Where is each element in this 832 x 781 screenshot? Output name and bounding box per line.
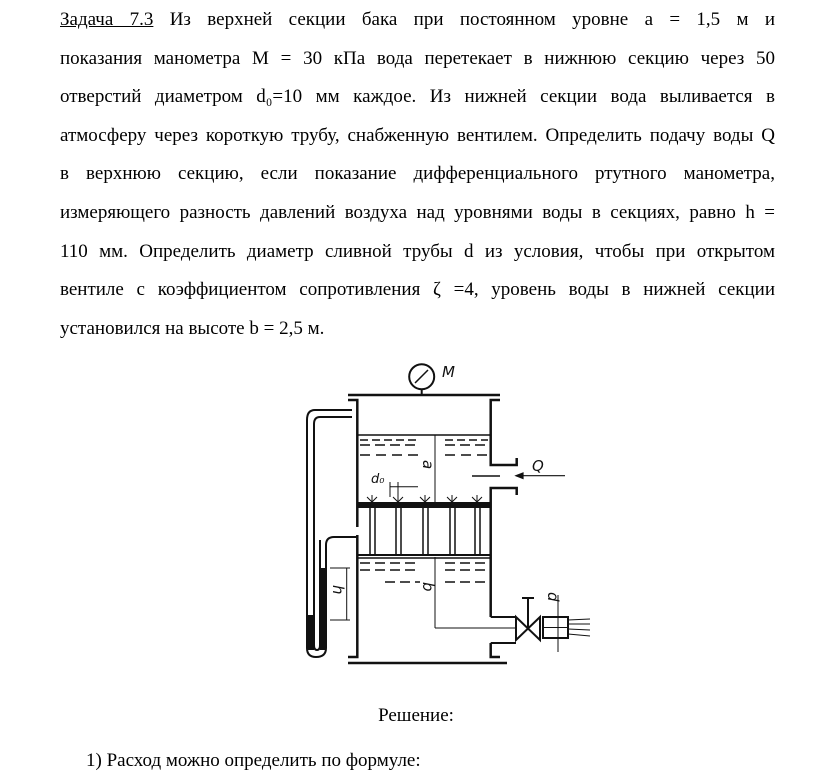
label-h: h	[329, 585, 347, 595]
label-d: d	[544, 592, 562, 602]
manometer-gauge-icon	[409, 364, 434, 395]
text-line: установился на высоте b = 2,5 м.	[60, 317, 325, 339]
label-d0: d₀	[371, 472, 385, 487]
solution-heading: Решение:	[378, 705, 454, 726]
text-line: Задача 7.3 Из верхней секции бака при постоянном уровне a = 1,5 м и	[60, 9, 775, 30]
problem-title: Задача 7.3	[60, 9, 154, 30]
text-line: показания манометра M = 30 кПа вода перетекает в нижнюю секцию через 50	[60, 47, 775, 69]
text-line: отверстий диаметром d₀=10 мм каждое. Из нижней секции вода выливается в	[60, 86, 775, 108]
dimension-lines	[330, 435, 558, 652]
text-line: атмосферу через короткую трубу, снабженную вентилем. Определить подачу воды Q	[60, 124, 775, 146]
partition-with-orifices	[357, 495, 491, 555]
text-line: 110 мм. Определить диаметр сливной трубы d из условия, чтобы при открытом	[60, 240, 775, 262]
text-line: в верхнюю секцию, если показание дифференциального ртутного манометра,	[60, 163, 775, 185]
label-M: M	[442, 363, 455, 381]
text-line: измеряющего разность давлений воздуха над уровнями воды в секциях, равно h =	[60, 201, 775, 223]
label-b: b	[419, 582, 437, 592]
label-Q: Q	[532, 457, 544, 475]
label-a: a	[419, 460, 437, 470]
text-line: вентиле с коэффициентом сопротивления ζ =4, уровень воды в нижней секции	[60, 279, 775, 301]
solution-step-1: 1) Расход можно определить по формуле:	[86, 750, 421, 771]
outlet-valve-icon	[491, 598, 590, 643]
